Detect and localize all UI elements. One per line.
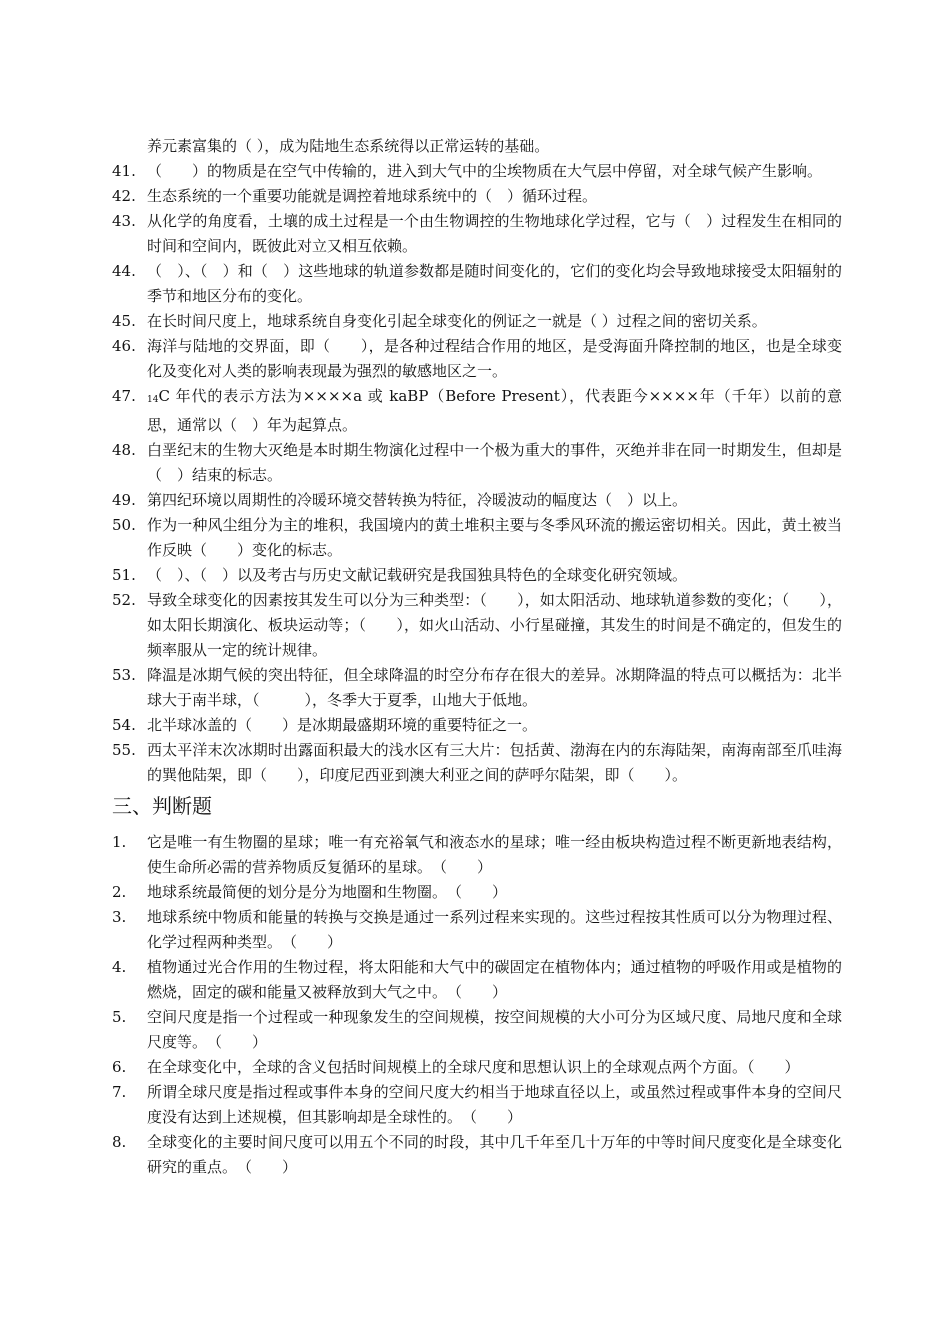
item-text: 生态系统的一个重要功能就是调控着地球系统中的（ ）循环过程。 bbox=[147, 187, 598, 205]
continuation-text-body: 养元素富集的（ ），成为陆地生态系统得以正常运转的基础。 bbox=[147, 137, 550, 155]
item-text: 植物通过光合作用的生物过程，将太阳能和大气中的碳固定在植物体内；通过植物的呼吸作用或是植物的燃烧，固定的碳和能量又被释放到大气之中。 （ ） bbox=[147, 958, 842, 1001]
item-text: 北半球冰盖的（ ）是冰期最盛期环境的重要特征之一。 bbox=[147, 716, 538, 734]
fill-item-44 bbox=[112, 259, 842, 309]
fill-item-42 bbox=[112, 184, 842, 209]
item-number: 53. bbox=[112, 666, 136, 684]
item-text: 第四纪环境以周期性的冷暖环境交替转换为特征，冷暖波动的幅度达（ ）以上。 bbox=[147, 491, 688, 509]
fill-item-52 bbox=[112, 588, 842, 663]
item-number: 45. bbox=[112, 312, 136, 330]
item-number: 51. bbox=[112, 566, 136, 584]
item-number: 3. bbox=[112, 908, 127, 926]
document-content bbox=[112, 134, 842, 1180]
item-text: 全球变化的主要时间尺度可以用五个不同的时段，其中几千年至几十万年的中等时间尺度变化是全球变化研究的重点。 （ ） bbox=[147, 1133, 842, 1176]
item-text: 地球系统中物质和能量的转换与交换是通过一系列过程来实现的。这些过程按其性质可以分为物理过程、化学过程两种类型。 （ ） bbox=[147, 908, 842, 951]
item-number: 43. bbox=[112, 212, 136, 230]
item-number: 2. bbox=[112, 883, 127, 901]
item-number: 52. bbox=[112, 591, 136, 609]
fill-item-45 bbox=[112, 309, 842, 334]
fill-item-43 bbox=[112, 209, 842, 259]
fill-item-41 bbox=[112, 159, 842, 184]
isotope-subscript: 14 bbox=[147, 395, 159, 405]
item-number: 8. bbox=[112, 1133, 127, 1151]
continuation-text bbox=[112, 134, 842, 159]
fill-item-50 bbox=[112, 513, 842, 563]
item-text: 地球系统最简便的划分是分为地圈和生物圈。 （ ） bbox=[147, 883, 508, 901]
item-text: （ ）、（ ）以及考古与历史文献记载研究是我国独具特色的全球变化研究领域。 bbox=[147, 566, 688, 584]
item-text: 降温是冰期气候的突出特征，但全球降温的时空分布存在很大的差异。冰期降温的特点可以概括为：北半球大于南半球，（ ），冬季大于夏季，山地大于低地。 bbox=[147, 666, 842, 709]
judge-item-8 bbox=[112, 1130, 842, 1180]
fill-item-55 bbox=[112, 738, 842, 788]
item-number: 7. bbox=[112, 1083, 127, 1101]
fill-item-49 bbox=[112, 488, 842, 513]
judge-item-2 bbox=[112, 880, 842, 905]
item-number: 50. bbox=[112, 516, 136, 534]
item-number: 54. bbox=[112, 716, 136, 734]
item-number: 55. bbox=[112, 741, 136, 759]
section-heading: 三、判断题 bbox=[112, 794, 212, 818]
item-text: （ ）的物质是在空气中传输的，进入到大气中的尘埃物质在大气层中停留，对全球气候产生影响。 bbox=[147, 162, 823, 180]
judge-item-5 bbox=[112, 1005, 842, 1055]
judge-item-6 bbox=[112, 1055, 842, 1080]
item-text: 海洋与陆地的交界面，即（ ），是各种过程结合作用的地区，是受海面升降控制的地区，也是全球变化及变化对人类的影响表现最为强烈的敏感地区之一。 bbox=[147, 337, 842, 380]
item-text: 白垩纪末的生物大灭绝是本时期生物演化过程中一个极为重大的事件，灭绝并非在同一时期发生，但却是（ ）结束的标志。 bbox=[147, 441, 842, 484]
item-number: 44. bbox=[112, 262, 136, 280]
item-number: 49. bbox=[112, 491, 136, 509]
judge-item-3 bbox=[112, 905, 842, 955]
item-number: 48. bbox=[112, 441, 136, 459]
judge-item-1 bbox=[112, 830, 842, 880]
item-number: 47. bbox=[112, 387, 136, 405]
item-text: 空间尺度是指一个过程或一种现象发生的空间规模，按空间规模的大小可分为区域尺度、局地尺度和全球尺度等。 （ ） bbox=[147, 1008, 842, 1051]
item-number: 1. bbox=[112, 833, 127, 851]
item-number: 41. bbox=[112, 162, 136, 180]
fill-item-53 bbox=[112, 663, 842, 713]
fill-item-47 bbox=[112, 384, 842, 438]
item-text: 导致全球变化的因素按其发生可以分为三种类型：（ ），如太阳活动、地球轨道参数的变化；（ ），如太阳长期演化、板块运动等；（ ），如火山活动、小行星碰撞，其发生的时间是不确定的，但发生的频率服从一定的统计规律。 bbox=[147, 591, 842, 659]
item-text: C 年代的表示方法为××××a 或 kaBP（Before Present），代表距今××××年（千年）以前的意思，通常以（ ）年为起算点。 bbox=[147, 387, 842, 434]
item-text: 从化学的角度看，土壤的成土过程是一个由生物调控的生物地球化学过程，它与（ ）过程发生在相同的时间和空间内，既彼此对立又相互依赖。 bbox=[147, 212, 842, 255]
item-text: 在长时间尺度上，地球系统自身变化引起全球变化的例证之一就是（ ）过程之间的密切关系。 bbox=[147, 312, 767, 330]
item-text: 所谓全球尺度是指过程或事件本身的空间尺度大约相当于地球直径以上，或虽然过程或事件本身的空间尺度没有达到上述规模，但其影响却是全球性的。 （ ） bbox=[147, 1083, 842, 1126]
item-number: 46. bbox=[112, 337, 136, 355]
fill-item-51 bbox=[112, 563, 842, 588]
item-number: 42. bbox=[112, 187, 136, 205]
item-text: 西太平洋末次冰期时出露面积最大的浅水区有三大片：包括黄、渤海在内的东海陆架，南海南部至爪哇海的巽他陆架，即（ ），印度尼西亚到澳大利亚之间的萨呼尔陆架，即（ ）。 bbox=[147, 741, 842, 784]
item-number: 5. bbox=[112, 1008, 127, 1026]
fill-item-54 bbox=[112, 713, 842, 738]
judge-item-7 bbox=[112, 1080, 842, 1130]
item-number: 4. bbox=[112, 958, 127, 976]
item-text: 在全球变化中，全球的含义包括时间规模上的全球尺度和思想认识上的全球观点两个方面。（ ） bbox=[147, 1058, 800, 1076]
item-text: 它是唯一有生物圈的星球；唯一有充裕氧气和液态水的星球；唯一经由板块构造过程不断更新地表结构，使生命所必需的营养物质反复循环的星球。 （ ） bbox=[147, 833, 842, 876]
fill-item-48 bbox=[112, 438, 842, 488]
item-number: 6. bbox=[112, 1058, 127, 1076]
item-text: （ ）、（ ）和（ ）这些地球的轨道参数都是随时间变化的，它们的变化均会导致地球接受太阳辐射的季节和地区分布的变化。 bbox=[147, 262, 842, 305]
fill-item-46 bbox=[112, 334, 842, 384]
judge-item-4 bbox=[112, 955, 842, 1005]
item-text: 作为一种风尘组分为主的堆积，我国境内的黄土堆积主要与冬季风环流的搬运密切相关。因此，黄土被当作反映（ ）变化的标志。 bbox=[147, 516, 842, 559]
